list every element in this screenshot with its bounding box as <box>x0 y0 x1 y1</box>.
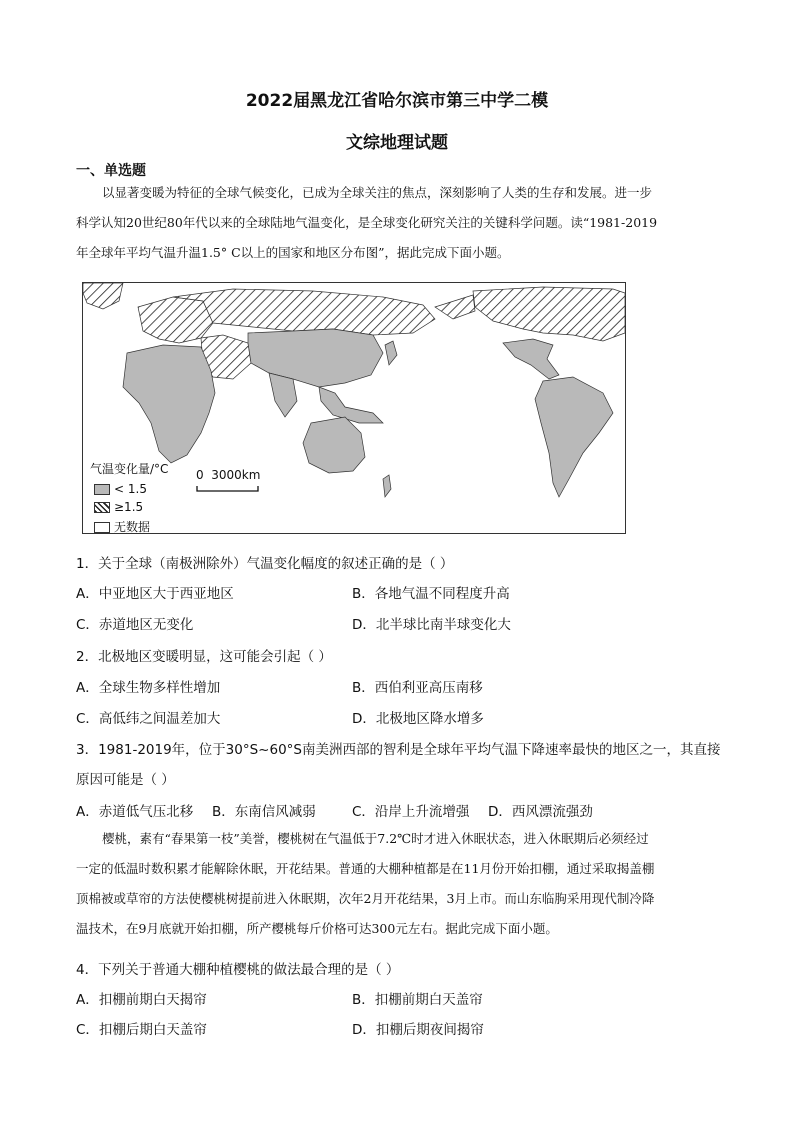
central-america-region <box>503 339 559 379</box>
question-2-option-b[interactable]: B．西伯利亚高压南移 <box>352 680 483 696</box>
gray-swatch-icon <box>94 484 110 495</box>
europe-region <box>138 297 213 343</box>
southeast-asia-region <box>319 387 383 423</box>
intro-line: 以显著变暖为特征的全球气候变化，已成为全球关注的焦点，深刻影响了人类的生存和发展。进一步 <box>102 185 653 200</box>
legend-item-nodata: 无数据 <box>94 518 150 535</box>
japan-region <box>385 341 397 365</box>
scale-label: 0 3000km <box>196 468 261 482</box>
australia-region <box>303 417 365 473</box>
document-subtitle: 文综地理试题 <box>346 133 448 153</box>
question-4-option-c[interactable]: C．扣棚后期白天盖帘 <box>76 1022 207 1038</box>
question-1-option-c[interactable]: C．赤道地区无变化 <box>76 617 194 633</box>
white-swatch-icon <box>94 522 110 533</box>
intro-paragraph-1 <box>76 178 726 268</box>
india-region <box>269 373 297 417</box>
intro-line: 科学认知20世纪80年代以来的全球陆地气温变化，是全球变化研究关注的关键科学问题。读“1981-2019 <box>76 215 658 230</box>
question-4-option-b[interactable]: B．扣棚前期白天盖帘 <box>352 992 483 1008</box>
document-title: 2022届黑龙江省哈尔滨市第三中学二模 <box>245 91 549 111</box>
question-1-option-a[interactable]: A．中亚地区大于西亚地区 <box>76 586 234 602</box>
question-3-stem-line-2: 原因可能是（ ） <box>76 772 175 788</box>
intro-line: 年全球年平均气温升温1.5° C以上的国家和地区分布图”，据此完成下面小题。 <box>76 245 510 260</box>
legend-item-high: ≥1.5 <box>94 500 143 514</box>
question-2-stem: 2．北极地区变暖明显，这可能会引起（ ） <box>76 649 332 665</box>
question-2-option-c[interactable]: C．高低纬之间温差加大 <box>76 711 221 727</box>
world-map-graphic <box>83 283 625 533</box>
legend-item-low: < 1.5 <box>94 482 147 496</box>
question-3-option-a[interactable]: A．赤道低气压北移 <box>76 804 194 820</box>
question-2-option-d[interactable]: D．北极地区降水增多 <box>352 711 484 727</box>
africa-region <box>123 345 215 463</box>
question-1-stem: 1．关于全球（南极洲除外）气温变化幅度的叙述正确的是（ ） <box>76 556 454 572</box>
legend-title: 气温变化量/°C <box>90 462 169 476</box>
question-3-stem-line-1: 3．1981-2019年，位于30°S~60°S南美洲西部的智利是全球年平均气温下降速率最快的地区之一，其直接 <box>76 742 721 758</box>
question-3-option-d[interactable]: D．西风漂流强劲 <box>488 804 593 820</box>
new-zealand-region <box>383 475 391 497</box>
south-america-region <box>535 377 613 497</box>
greenland-region <box>83 283 123 309</box>
question-1-option-b[interactable]: B．各地气温不同程度升高 <box>352 586 510 602</box>
east-asia-region <box>248 329 383 387</box>
question-4-option-a[interactable]: A．扣棚前期白天揭帘 <box>76 992 207 1008</box>
hatched-swatch-icon <box>94 502 110 513</box>
question-4-option-d[interactable]: D．扣棚后期夜间揭帘 <box>352 1022 484 1038</box>
map-scale-bar <box>196 468 260 496</box>
section-heading: 一、单选题 <box>76 163 146 179</box>
alaska-region <box>435 295 475 319</box>
scale-bar-icon <box>196 485 260 493</box>
intro-line: 顶棉被或草帘的方法使樱桃树提前进入休眠期，次年2月开花结果，3月上市。而山东临朐采用现代制冷降 <box>76 891 655 906</box>
question-1-option-d[interactable]: D．北半球比南半球变化大 <box>352 617 511 633</box>
question-3-option-b[interactable]: B．东南信风减弱 <box>212 804 316 820</box>
question-2-option-a[interactable]: A．全球生物多样性增加 <box>76 680 221 696</box>
world-temperature-map <box>82 282 626 534</box>
question-4-stem: 4．下列关于普通大棚种植樱桃的做法最合理的是（ ） <box>76 962 400 978</box>
intro-line: 樱桃，素有“春果第一枝”美誉，樱桃树在气温低于7.2℃时才进入休眠状态，进入休眠期后必须经过 <box>102 831 649 846</box>
north-america-region <box>473 287 625 341</box>
intro-line: 一定的低温时数积累才能解除休眠，开花结果。普通的大棚种植都是在11月份开始扣棚，通过采取揭盖棚 <box>76 861 655 876</box>
intro-line: 温技术，在9月底就开始扣棚，所产樱桃每斤价格可达300元左右。据此完成下面小题。 <box>76 921 558 936</box>
question-3-option-c[interactable]: C．沿岸上升流增强 <box>352 804 470 820</box>
north-asia-region <box>173 289 435 335</box>
intro-paragraph-2 <box>76 824 726 944</box>
